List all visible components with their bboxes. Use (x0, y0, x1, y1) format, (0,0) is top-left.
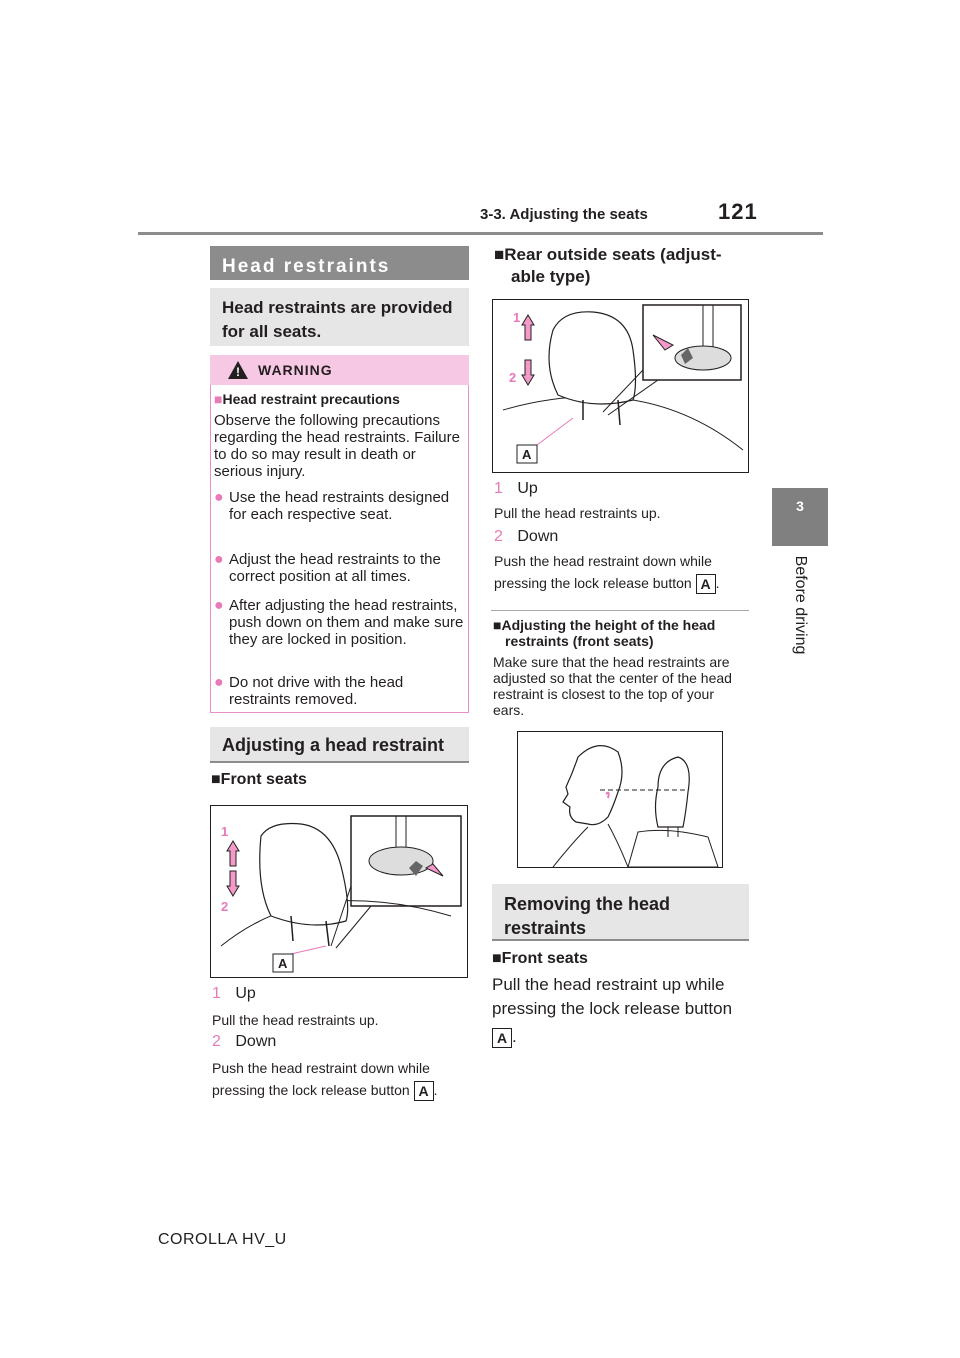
step-label: Down (517, 528, 559, 545)
circle-bullet-icon: ● (214, 674, 224, 691)
warning-item (214, 674, 466, 708)
page-number: 121 (718, 199, 758, 224)
rear-seats-line1: Rear outside seats (adjust- (504, 245, 722, 264)
head-restraints-heading (210, 246, 469, 280)
warning-label: WARNING (258, 362, 333, 378)
warning-text: Observe the following precautions regarding the head restraints. Failure to do so may result in death or serious injury. (214, 412, 460, 480)
warning-item (214, 489, 466, 523)
head-restraints-heading-text: Head restraints (222, 256, 391, 277)
warning-item-text: Use the head restraints designed for each respective seat. (229, 489, 450, 523)
chapter-title: Before driving (792, 555, 809, 655)
step-number: 2 (212, 1033, 221, 1050)
svg-text:2: 2 (221, 899, 229, 914)
front-seat-head-restraint-illustration (210, 805, 468, 978)
svg-text:1: 1 (513, 310, 521, 325)
warning-item (214, 597, 466, 648)
circle-bullet-icon: ● (214, 597, 224, 614)
warning-heading-text: Head restraint precautions (222, 391, 400, 407)
front-seats-text: Front seats (220, 771, 307, 788)
front-seats-heading (211, 770, 307, 790)
intro-box (210, 288, 469, 346)
rear-seats-line2: able type) (511, 267, 591, 286)
front-seat-drawing (211, 806, 467, 977)
removing-heading-text: Removing the head restraints (504, 894, 671, 938)
front-seats-text: Front seats (501, 950, 588, 967)
step-up (494, 479, 538, 499)
step-desc: Pull the head restraints up. (494, 505, 661, 521)
step-down (212, 1032, 276, 1052)
step-desc: Push the head restraint down while pressing the lock release button A . (212, 1060, 438, 1100)
callout-box: A (696, 574, 716, 594)
svg-text:2: 2 (509, 370, 517, 385)
removing-heading (492, 884, 749, 941)
square-bullet-icon: ■ (214, 391, 223, 407)
footer-model: COROLLA HV_U (158, 1231, 287, 1248)
rear-seat-drawing (493, 300, 748, 472)
svg-text:1: 1 (221, 824, 229, 839)
step-label: Up (517, 480, 538, 497)
warning-item (214, 551, 466, 585)
front-seats-heading (492, 949, 588, 969)
intro-text: Head restraints are provided for all seats. (222, 298, 453, 341)
svg-text:A: A (522, 447, 532, 462)
square-bullet-icon: ■ (211, 771, 221, 788)
square-bullet-icon: ■ (494, 245, 505, 264)
step-desc: Push the head restraint down while pressing the lock release button A . (494, 553, 720, 593)
square-bullet-icon: ■ (492, 950, 502, 967)
circle-bullet-icon: ● (214, 551, 224, 568)
chapter-number: 3 (796, 498, 804, 514)
callout-box: A (414, 1081, 434, 1101)
side-tab-upper (772, 236, 828, 486)
chapter-tab (772, 488, 828, 546)
warning-heading (214, 391, 464, 407)
head-position-drawing (518, 732, 722, 867)
remove-text-body: Pull the head restraint up while pressing the lock release button (492, 975, 733, 1018)
square-bullet-icon: ■ (493, 617, 502, 633)
step-desc-text: Push the head restraint down while pressing the lock release button (494, 553, 712, 591)
height-heading (493, 617, 755, 649)
divider (491, 610, 749, 611)
step-desc: Pull the head restraints up. (212, 1012, 379, 1028)
step-label: Down (235, 1033, 277, 1050)
warning-icon-mark: ! (236, 365, 240, 379)
adjusting-heading-text: Adjusting a head restraint (222, 735, 445, 755)
step-number: 2 (494, 528, 503, 545)
height-text: Make sure that the head restraints are adjusted so that the center of the head restraint is closest to the top of your ears. (493, 654, 732, 718)
step-number: 1 (494, 480, 503, 497)
remove-text: Pull the head restraint up while pressing the lock release button A . (492, 975, 733, 1046)
circle-bullet-icon: ● (214, 489, 224, 506)
callout-box: A (492, 1028, 512, 1048)
warning-item-text: After adjusting the head restraints, push down on them and make sure they are locked in position. (229, 597, 464, 648)
height-heading-line1: Adjusting the height of the head (501, 617, 716, 633)
section-title: 3-3. Adjusting the seats (480, 206, 648, 223)
step-number: 1 (212, 985, 221, 1002)
step-label: Up (235, 985, 256, 1002)
warning-box (210, 355, 469, 713)
step-down (494, 527, 558, 547)
rear-seat-head-restraint-illustration (492, 299, 749, 473)
adjusting-heading (210, 727, 469, 763)
step-desc-text: Push the head restraint down while pressing the lock release button (212, 1060, 430, 1098)
warning-title-bar (210, 355, 469, 385)
rear-seats-heading (494, 244, 750, 288)
head-position-illustration (517, 731, 723, 868)
warning-item-text: Adjust the head restraints to the correct position at all times. (229, 551, 441, 585)
step-up (212, 984, 256, 1004)
height-heading-line2: restraints (front seats) (505, 633, 654, 649)
warning-item-text: Do not drive with the head restraints removed. (229, 674, 404, 708)
svg-text:A: A (278, 956, 288, 971)
header-rule (138, 232, 823, 235)
